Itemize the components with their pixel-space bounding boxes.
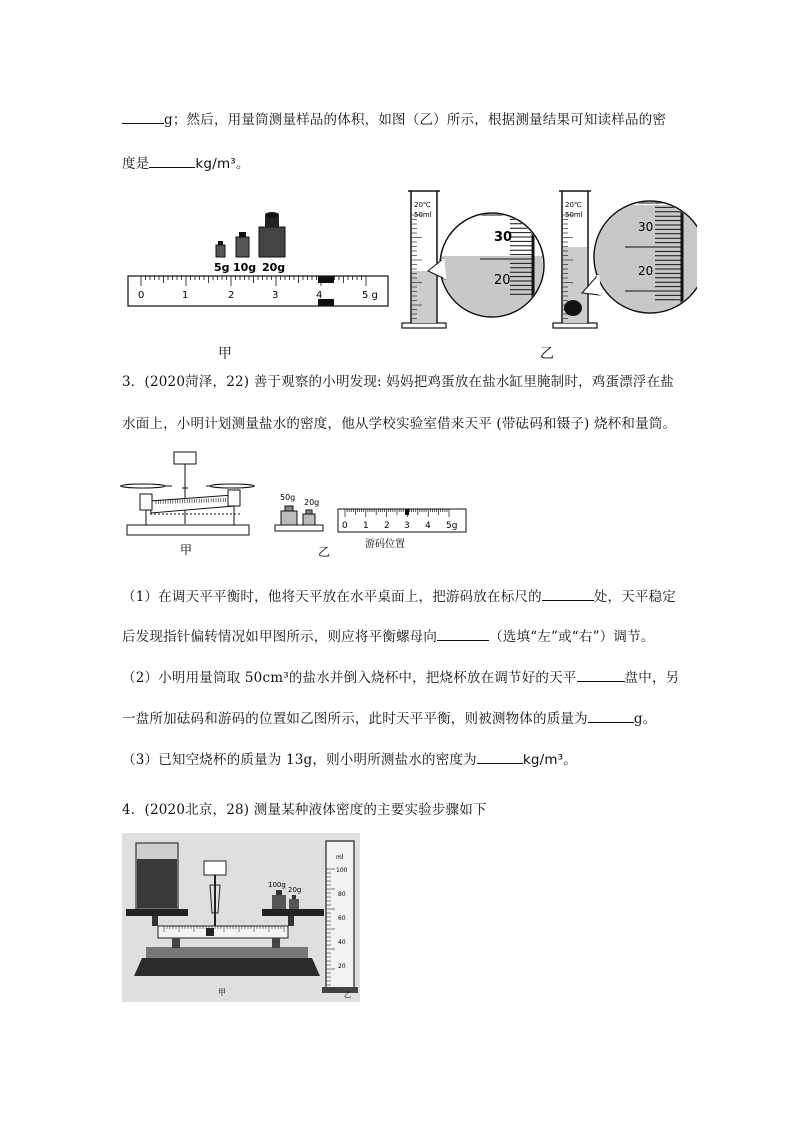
q3-part1-line1: （1）在调天平平衡时，他将天平放在水平桌面上，把游码放在标尺的 处，天平稳定 — [122, 589, 676, 605]
zoom-bubble-1 — [428, 213, 544, 326]
q3-part1-line2: 后发现指针偏转情况如甲图所示，则应将平衡螺母向 （选填“左”或“右”）调节。 — [122, 629, 655, 645]
balance-scale — [120, 452, 255, 535]
cylinder-3-tick: 40 — [338, 939, 346, 946]
cylinder-3-tick: 60 — [338, 915, 346, 922]
zoom-1-tick-30: 30 — [494, 230, 513, 245]
cylinder-3-tick: 20 — [338, 963, 346, 970]
q3-part2-line2: 一盘所加砝码和游码的位置如乙图所示，此时天平平衡，则被测物体的质量为 g。 — [122, 711, 657, 727]
weight-label-20g: 20g — [304, 498, 320, 507]
q4-title: 4．(2020北京，28) 测量某种液体密度的主要实验步骤如下 — [122, 802, 487, 818]
weight-label-100g: 100g — [268, 881, 286, 889]
scale-tick-label: 4 — [316, 290, 323, 301]
cylinder-2-label: 20℃ — [565, 201, 582, 209]
cylinder-3-tick: 80 — [338, 891, 346, 898]
weight-label-20g-b: 20g — [288, 886, 302, 894]
weights-tray — [275, 506, 323, 531]
fig3-caption-left: 甲 — [218, 988, 226, 997]
scale-tick-label: 1 — [182, 290, 189, 301]
figure-1 — [0, 185, 794, 385]
q3-part2-line1: （2）小明用量筒取 50cm³的盐水并倒入烧杯中，把烧杯放在调节好的天平 盘中，另 — [122, 670, 680, 686]
cylinder-3-tick: 100 — [336, 867, 348, 874]
fig2-caption-left: 甲 — [180, 543, 193, 557]
weight-20g — [259, 212, 285, 257]
scale2-tick-label: 2 — [384, 521, 390, 531]
cylinder-3-unit: ml — [336, 854, 344, 861]
cylinder-1-label: 50ml — [414, 211, 432, 219]
scale2-tick-label: 3 — [404, 521, 410, 531]
text-line-2: 度是 kg/m³。 — [122, 156, 250, 172]
rider-2 — [405, 509, 409, 515]
blank-density-2 — [477, 763, 523, 764]
weight-label-5g: 5g — [214, 261, 230, 274]
blank-direction — [437, 640, 489, 641]
blank-mass-2 — [588, 722, 634, 723]
scale-tick-label: 3 — [272, 290, 279, 301]
beaker — [136, 843, 178, 909]
cylinder-2-label: 50ml — [565, 211, 583, 219]
weight-5g — [216, 241, 225, 257]
scale2-tick-label: 4 — [425, 521, 431, 531]
q3-title: 3．(2020菏泽，22) 善于观察的小明发现: 妈妈把鸡蛋放在盐水缸里腌制时，鸡蛋漂浮在盐 — [122, 374, 674, 390]
scale-tick-label: 5 g — [362, 290, 378, 301]
blank-mass — [122, 123, 164, 124]
rider-position-caption: 游码位置 — [365, 539, 405, 550]
weight-10g — [236, 232, 249, 257]
fig2-caption-mid: 乙 — [318, 545, 331, 558]
q3-part3: （3）已知空烧杯的质量为 13g，则小明所测盐水的密度为 kg/m³。 — [122, 752, 578, 768]
scale2-tick-label: 0 — [342, 521, 348, 531]
scale2-tick-label: 1 — [363, 521, 369, 531]
figure-3-photo — [122, 833, 360, 1002]
zoom-1-tick-20: 20 — [494, 273, 511, 288]
q3-line-2: 水面上，小明计划测量盐水的密度，他从学校实验室借来天平 (带砝码和镊子) 烧杯和量筒。 — [122, 416, 677, 432]
sample-stone — [564, 300, 582, 316]
blank-pan — [577, 681, 625, 682]
figure-2 — [0, 448, 794, 558]
scale2-tick-label: 5g — [446, 521, 458, 531]
scale-tick-label: 0 — [138, 290, 145, 301]
zoom-2-tick-20: 20 — [638, 264, 654, 278]
text-line-1: g；然后，用量筒测量样品的体积，如图（乙）所示，根据测量结果可知读样品的密 — [122, 108, 666, 128]
rider-scale — [128, 276, 388, 306]
fig1-caption-left: 甲 — [218, 346, 232, 362]
blank-density — [149, 167, 195, 168]
fig3-caption-right: 乙 — [344, 991, 351, 999]
weight-label-20g: 20g — [262, 261, 286, 274]
zoom-bubble-2 — [582, 201, 706, 315]
weight-label-50g: 50g — [280, 493, 296, 502]
blank-zero-mark — [542, 600, 594, 601]
zoom-2-tick-30: 30 — [638, 220, 654, 234]
scale-tick-label: 2 — [228, 290, 235, 301]
weight-label-10g: 10g — [233, 261, 257, 274]
rider — [318, 276, 334, 283]
cylinder-1-label: 20℃ — [414, 201, 431, 209]
fig1-caption-right: 乙 — [540, 346, 554, 362]
